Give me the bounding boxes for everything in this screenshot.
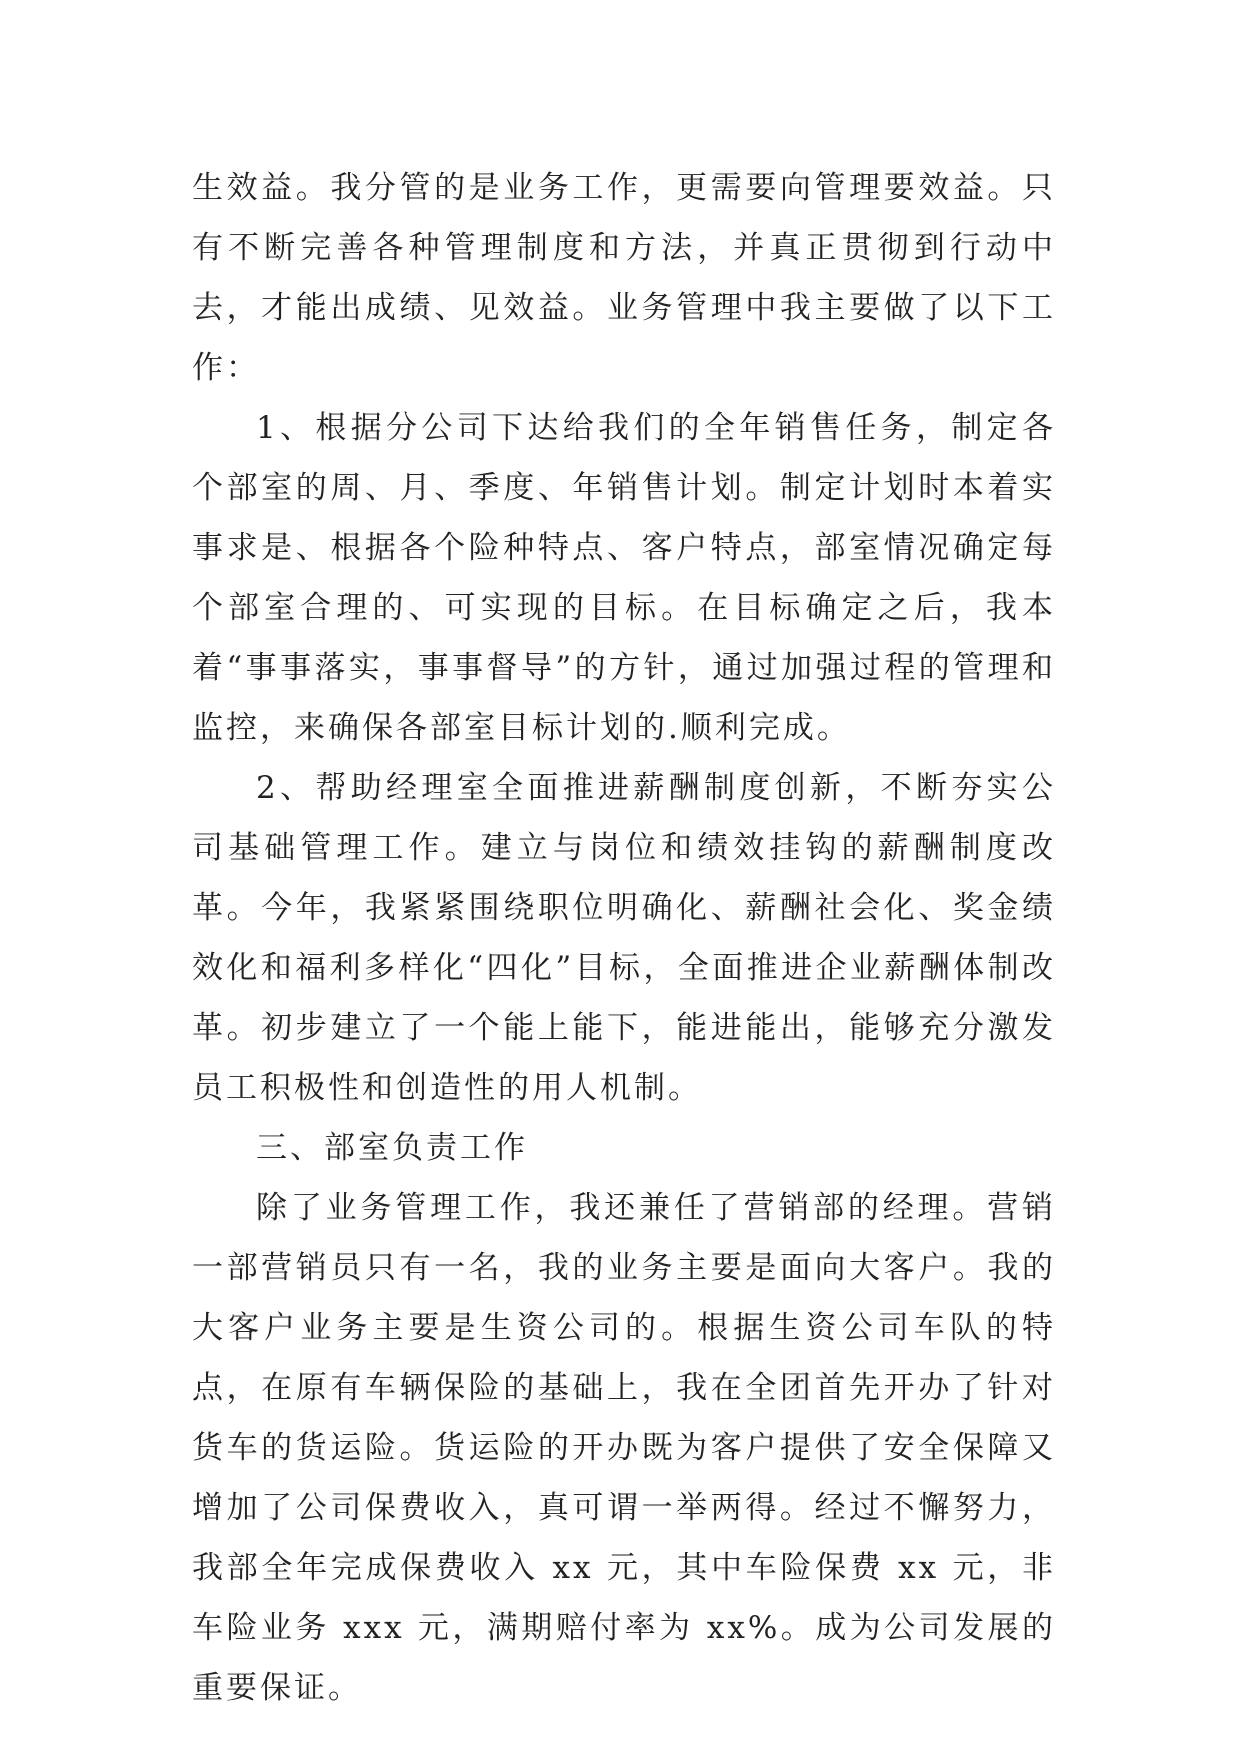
paragraph-item-2: 2、帮助经理室全面推进薪酬制度创新，不断夯实公司基础管理工作。建立与岗位和绩效挂钩的薪酬制度改革。今年，我紧紧围绕职位明确化、薪酬社会化、奖金绩效化和福利多样化“四化”目标，全面推进企业薪酬体制改革。初步建立了一个能上能下，能进能出，能够充分激发员工积极性和创造性的用人机制。 — [192, 770, 1056, 1106]
document-body — [192, 158, 1056, 1718]
paragraph-item-1: 1、根据分公司下达给我们的全年销售任务，制定各个部室的周、月、季度、年销售计划。制定计划时本着实事求是、根据各个险种特点、客户特点，部室情况确定每个部室合理的、可实现的目标。在目标确定之后，我本着“事事落实，事事督导”的方针，通过加强过程的管理和监控，来确保各部室目标计划的.顺利完成。 — [192, 410, 1056, 746]
paragraph-continuation: 生效益。我分管的是业务工作，更需要向管理要效益。只有不断完善各种管理制度和方法，并真正贯彻到行动中去，才能出成绩、见效益。业务管理中我主要做了以下工作： — [192, 170, 1056, 386]
section-heading: 三、部室负责工作 — [256, 1130, 528, 1166]
paragraph-section-body: 除了业务管理工作，我还兼任了营销部的经理。营销一部营销员只有一名，我的业务主要是面向大客户。我的大客户业务主要是生资公司的。根据生资公司车队的特点，在原有车辆保险的基础上，我在全团首先开办了针对货车的货运险。货运险的开办既为客户提供了安全保障又增加了公司保费收入，真可谓一举两得。经过不懈努力，我部全年完成保费收入 xx 元，其中车险保费 xx 元，非车险业务 xxx 元，满期赔付率为 xx%。成为公司发展的重要保证。 — [192, 1190, 1056, 1706]
